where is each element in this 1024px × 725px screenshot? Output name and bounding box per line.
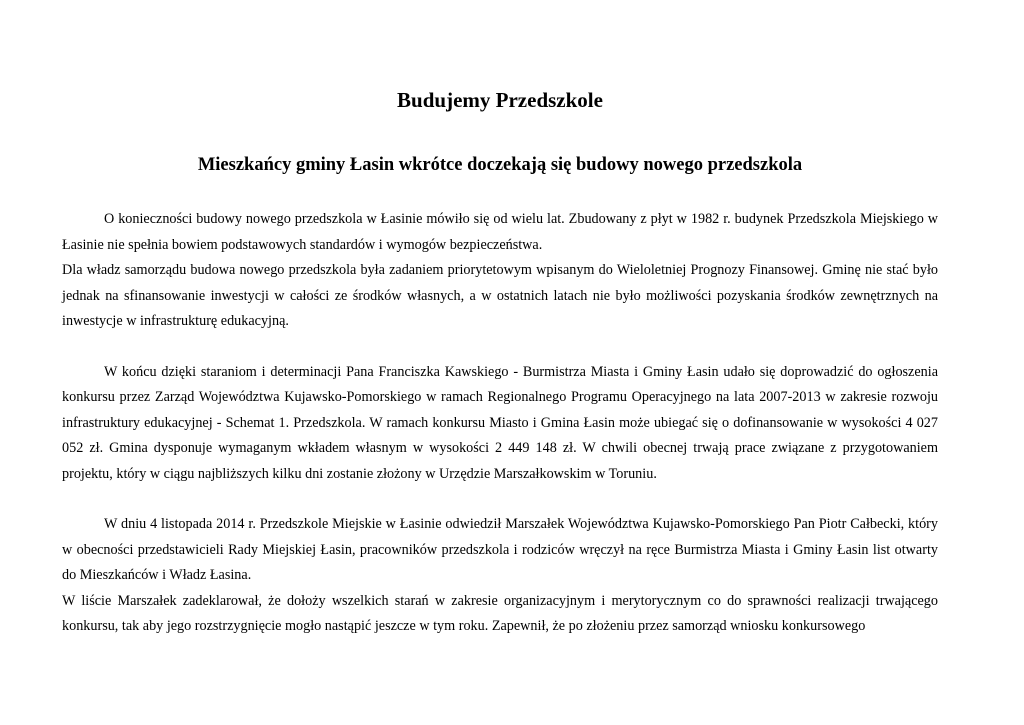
document-body (62, 207, 938, 640)
paragraph-gap (62, 487, 938, 512)
paragraph-1: O konieczności budowy nowego przedszkola w Łasinie mówiło się od wielu lat. Zbudowany z płyt w 1982 r. budynek Przedszkola Miejskiego w Łasinie nie spełnia bowiem podstawowych standardów i wymogów bezpieczeństwa. (62, 211, 938, 253)
paragraph-2: Dla władz samorządu budowa nowego przedszkola była zadaniem priorytetowym wpisanym do Wieloletniej Prognozy Finansowej. Gminę nie stać było jednak na sfinansowanie inwestycji w całości ze środków własnych, a w ostatnich latach nie było możliwości pozyskania środków zewnętrznych na inwestycje w infrastrukturę edukacyjną. (62, 262, 938, 329)
document-title: Budujemy Przedszkole (397, 88, 603, 112)
document-subtitle: Mieszkańcy gminy Łasin wkrótce doczekają się budowy nowego przedszkola (197, 155, 803, 175)
paragraph-4: W dniu 4 listopada 2014 r. Przedszkole Miejskie w Łasinie odwiedził Marszałek Województwa Kujawsko-Pomorskiego Pan Piotr Całbecki, który w obecności przedstawicieli Rady Miejskiej Łasin, pracowników przedszkola i rodziców wręczył na ręce Burmistrza Miasta i Gminy Łasin list otwarty do Mieszkańców i Władz Łasina. (62, 516, 938, 583)
paragraph-5: W liście Marszałek zadeklarował, że dołoży wszelkich starań w zakresie organizacyjnym i merytorycznym co do sprawności realizacji trwającego konkursu, tak aby jego rozstrzygnięcie mogło nastąpić jeszcze w tym roku. Zapewnił, że po złożeniu przez samorząd wniosku konkursowego (62, 592, 938, 634)
paragraph-gap (62, 335, 938, 360)
paragraph-3: W końcu dzięki staraniom i determinacji Pana Franciszka Kawskiego - Burmistrza Miasta i Gminy Łasin udało się doprowadzić do ogłoszenia konkursu przez Zarząd Województwa Kujawsko-Pomorskiego w ramach Regionalnego Programu Operacyjnego na lata 2007-2013 w zakresie rozwoju infrastruktury edukacyjnej - Schemat 1. Przedszkola. W ramach konkursu Miasto i Gmina Łasin może ubiegać się o dofinansowanie w wysokości 4 027 052 zł. Gmina dysponuje wymaganym wkładem własnym w wysokości 2 449 148 zł. W chwili obecnej trwają prace związane z przygotowaniem projektu, który w ciągu najbliższych kilku dni zostanie złożony w Urzędzie Marszałkowskim w Toruniu. (62, 363, 938, 482)
